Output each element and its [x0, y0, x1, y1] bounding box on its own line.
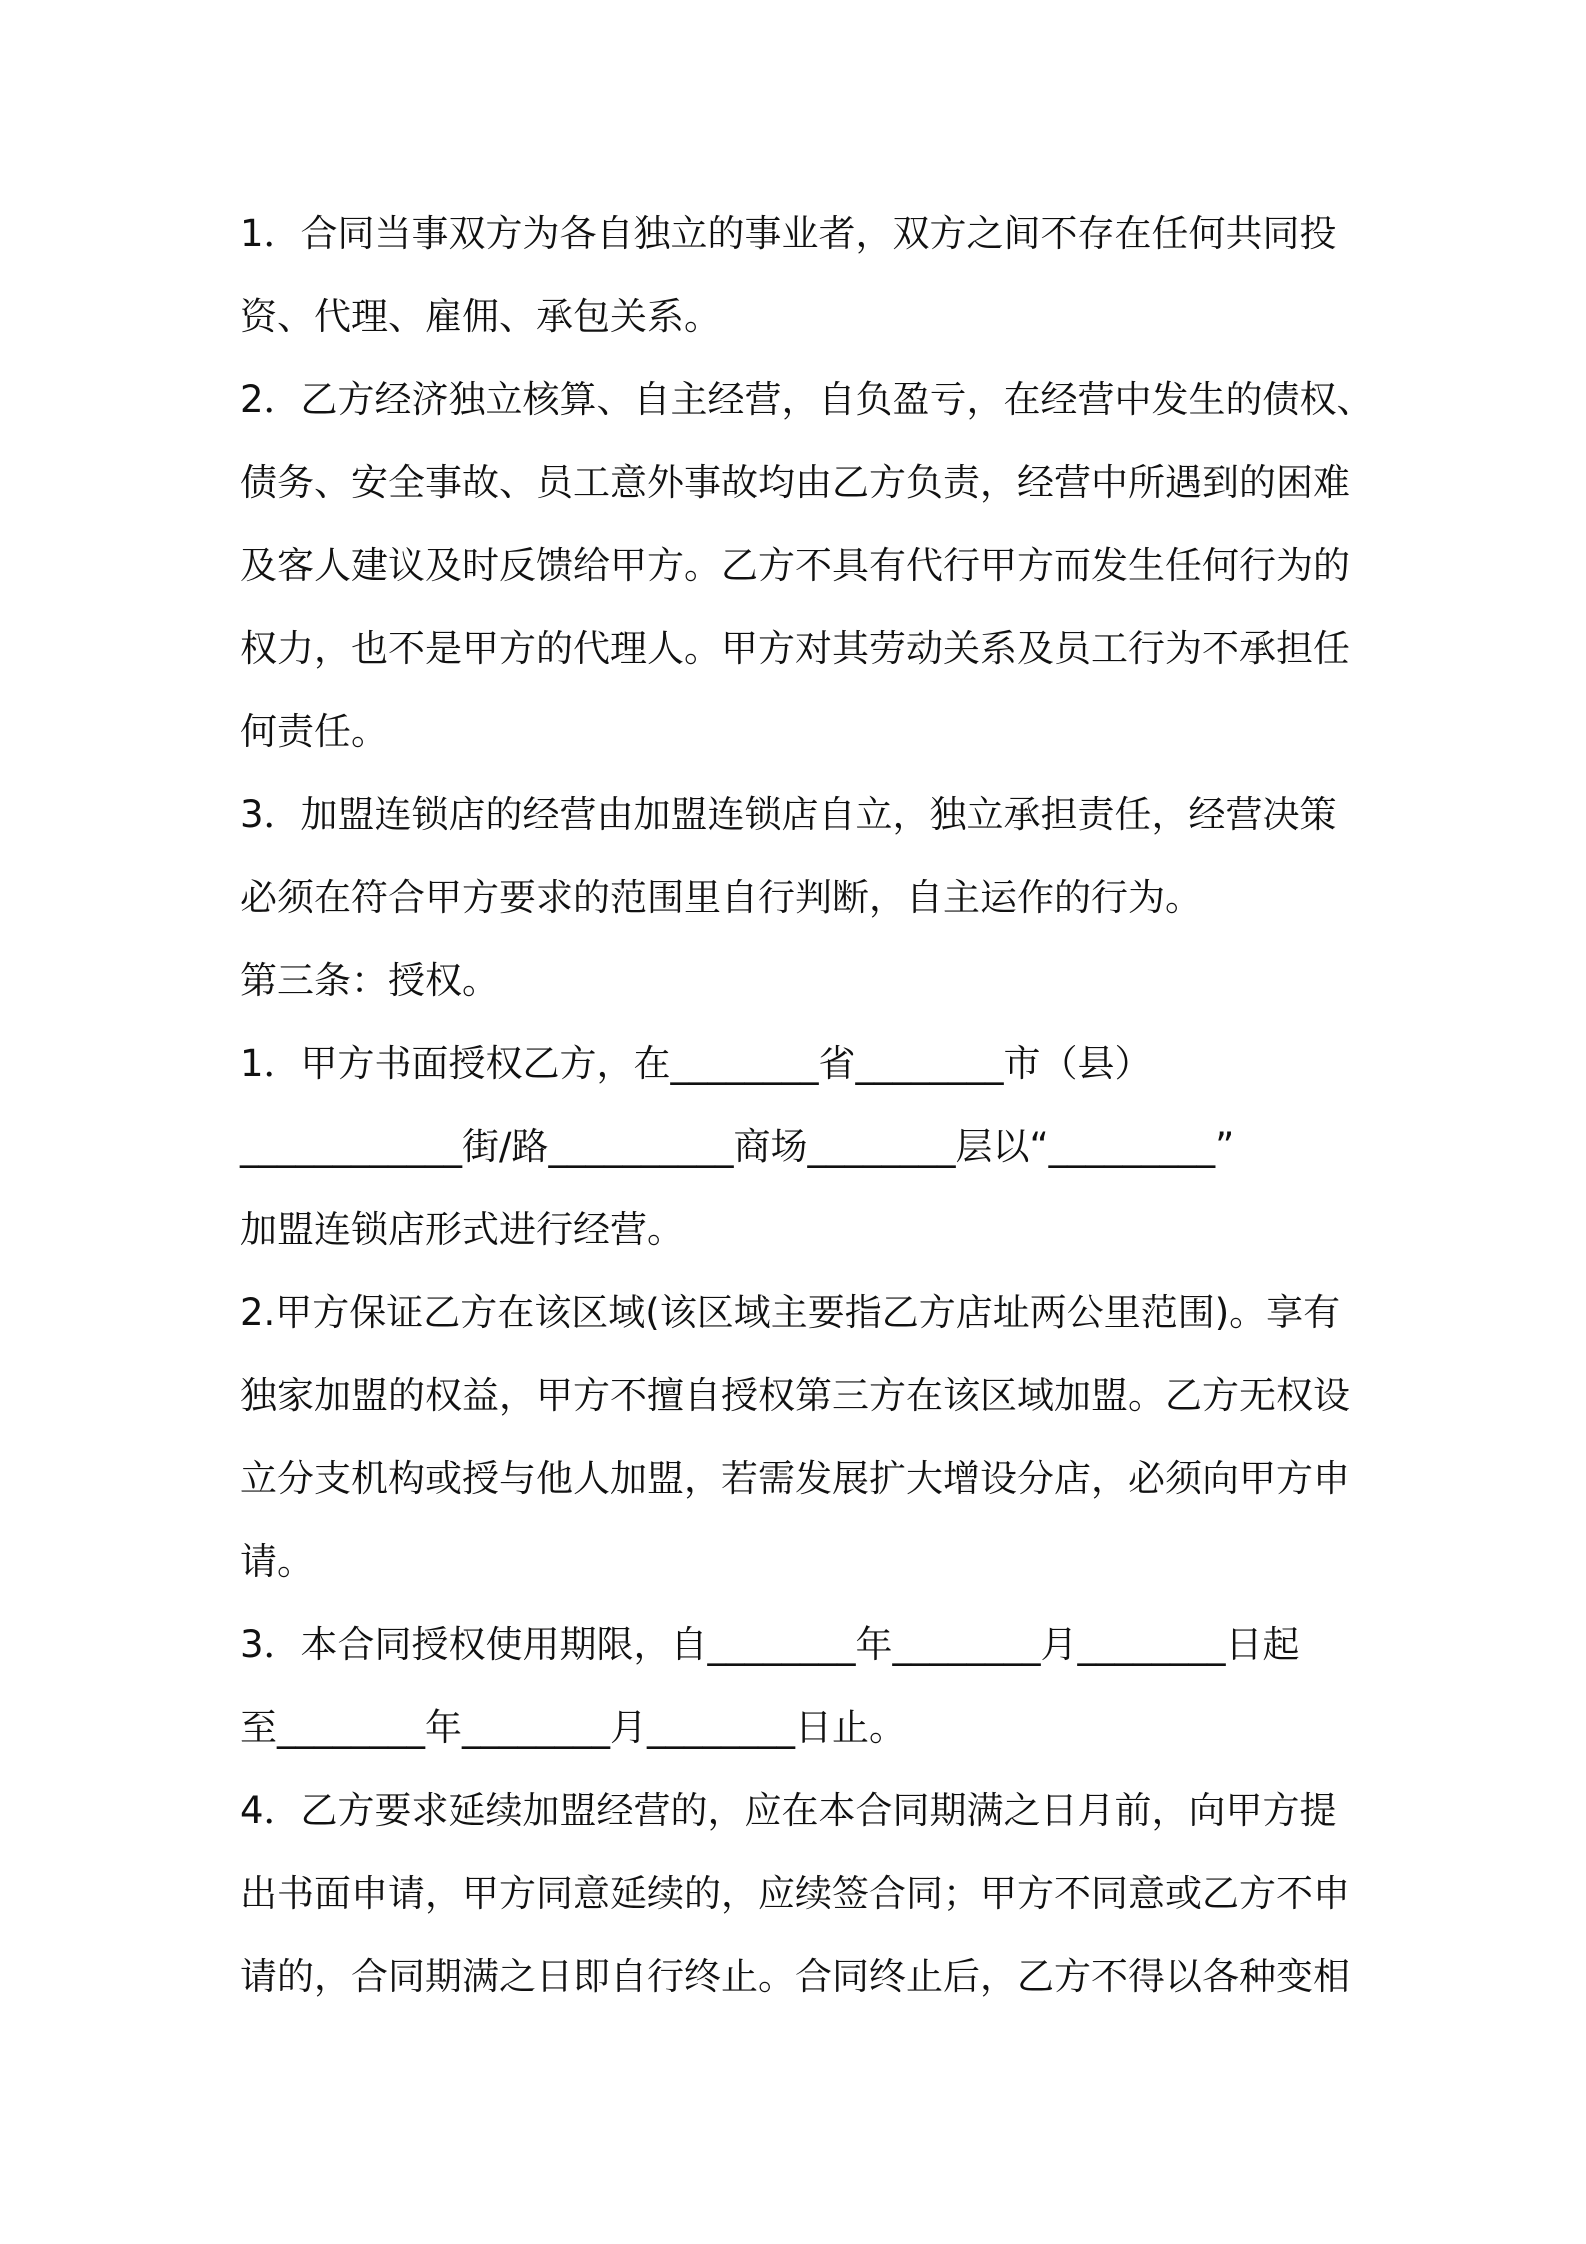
text-line: 3．加盟连锁店的经营由加盟连锁店自立，独立承担责任，经营决策 — [240, 793, 1337, 836]
text-line: 4．乙方要求延续加盟经营的，应在本合同期满之日月前，向甲方提 — [240, 1789, 1337, 1832]
text-line: 1．甲方书面授权乙方，在________省________市（县） — [240, 1042, 1152, 1085]
text-line: 加盟连锁店形式进行经营。 — [240, 1208, 684, 1251]
text-line: 1．合同当事双方为各自独立的事业者，双方之间不存在任何共同投 — [240, 212, 1337, 255]
text-line: 必须在符合甲方要求的范围里自行判断，自主运作的行为。 — [240, 876, 1202, 919]
text-line: 2．乙方经济独立核算、自主经营，自负盈亏，在经营中发生的债权、 — [240, 378, 1374, 421]
text-line: 请。 — [240, 1540, 314, 1583]
text-line: ____________街/路__________商场________层以“_________” — [240, 1125, 1235, 1168]
text-line: 债务、安全事故、员工意外事故均由乙方负责，经营中所遇到的困难 — [240, 461, 1350, 504]
contract-text — [240, 192, 1374, 2018]
text-line: 2.甲方保证乙方在该区域(该区域主要指乙方店址两公里范围)。享有 — [240, 1291, 1341, 1334]
text-line: 何责任。 — [240, 710, 388, 753]
text-line: 出书面申请，甲方同意延续的，应续签合同；甲方不同意或乙方不申 — [240, 1872, 1350, 1915]
text-line: 及客人建议及时反馈给甲方。乙方不具有代行甲方而发生任何行为的 — [240, 544, 1350, 587]
text-line: 权力，也不是甲方的代理人。甲方对其劳动关系及员工行为不承担任 — [240, 627, 1350, 670]
text-line: 独家加盟的权益，甲方不擅自授权第三方在该区域加盟。乙方无权设 — [240, 1374, 1350, 1417]
text-line: 资、代理、雇佣、承包关系。 — [240, 295, 721, 338]
text-line: 请的，合同期满之日即自行终止。合同终止后，乙方不得以各种变相 — [240, 1955, 1350, 1998]
text-line: 至________年________月________日止。 — [240, 1706, 906, 1749]
text-line: 立分支机构或授与他人加盟，若需发展扩大增设分店，必须向甲方申 — [240, 1457, 1350, 1500]
text-line: 3．本合同授权使用期限，自________年________月________日起 — [240, 1623, 1300, 1666]
section-heading: 第三条：授权。 — [240, 959, 499, 1002]
